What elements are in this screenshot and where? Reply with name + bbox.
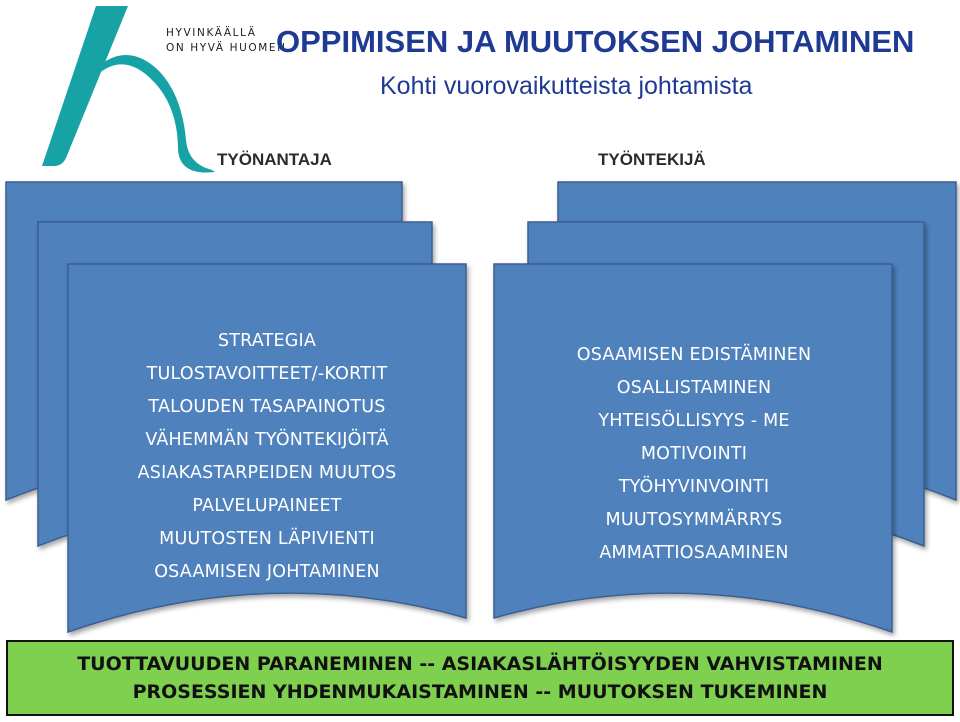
employer-item: VÄHEMMÄN TYÖNTEKIJÖITÄ	[145, 430, 389, 450]
employer-item: ASIAKASTARPEIDEN MUUTOS	[137, 463, 397, 483]
employer-item: MUUTOSTEN LÄPIVIENTI	[159, 529, 375, 549]
employee-card-text	[498, 339, 890, 570]
outcome-banner	[6, 640, 954, 716]
employee-item: MOTIVOINTI	[640, 444, 748, 464]
employer-item: PALVELUPAINEET	[192, 496, 342, 516]
employer-item: TALOUDEN TASAPAINOTUS	[148, 397, 386, 417]
page-subtitle: Kohti vuorovaikutteista johtamista	[380, 72, 753, 100]
employee-label: TYÖNTEKIJÄ	[598, 150, 706, 169]
employee-item: AMMATTIOSAAMINEN	[599, 543, 789, 563]
outcome-line-2: PROSESSIEN YHDENMUKAISTAMINEN -- MUUTOKSEN TUKEMINEN	[132, 681, 828, 703]
employee-item: TYÖHYVINVOINTI	[618, 477, 770, 497]
employer-card-text	[72, 325, 462, 589]
employee-item: OSAAMISEN EDISTÄMINEN	[576, 345, 812, 365]
employer-item: TULOSTAVOITTEET/-KORTIT	[146, 364, 388, 384]
page-title: OPPIMISEN JA MUUTOKSEN JOHTAMINEN	[276, 24, 915, 59]
logo-wordmark	[166, 26, 292, 56]
employer-item: OSAAMISEN JOHTAMINEN	[154, 562, 380, 582]
employer-item: STRATEGIA	[217, 331, 317, 351]
logo-line-1: HYVINKÄÄLLÄ	[166, 27, 257, 39]
logo-line-2: ON HYVÄ HUOMEN.	[166, 42, 292, 54]
employer-label: TYÖNANTAJA	[217, 150, 332, 169]
outcome-line-1: TUOTTAVUUDEN PARANEMINEN -- ASIAKASLÄHTÖISYYDEN VAHVISTAMINEN	[77, 653, 883, 675]
employee-item: YHTEISÖLLISYYS - ME	[598, 411, 790, 431]
employee-item: MUUTOSYMMÄRRYS	[605, 510, 783, 530]
employee-item: OSALLISTAMINEN	[616, 378, 772, 398]
